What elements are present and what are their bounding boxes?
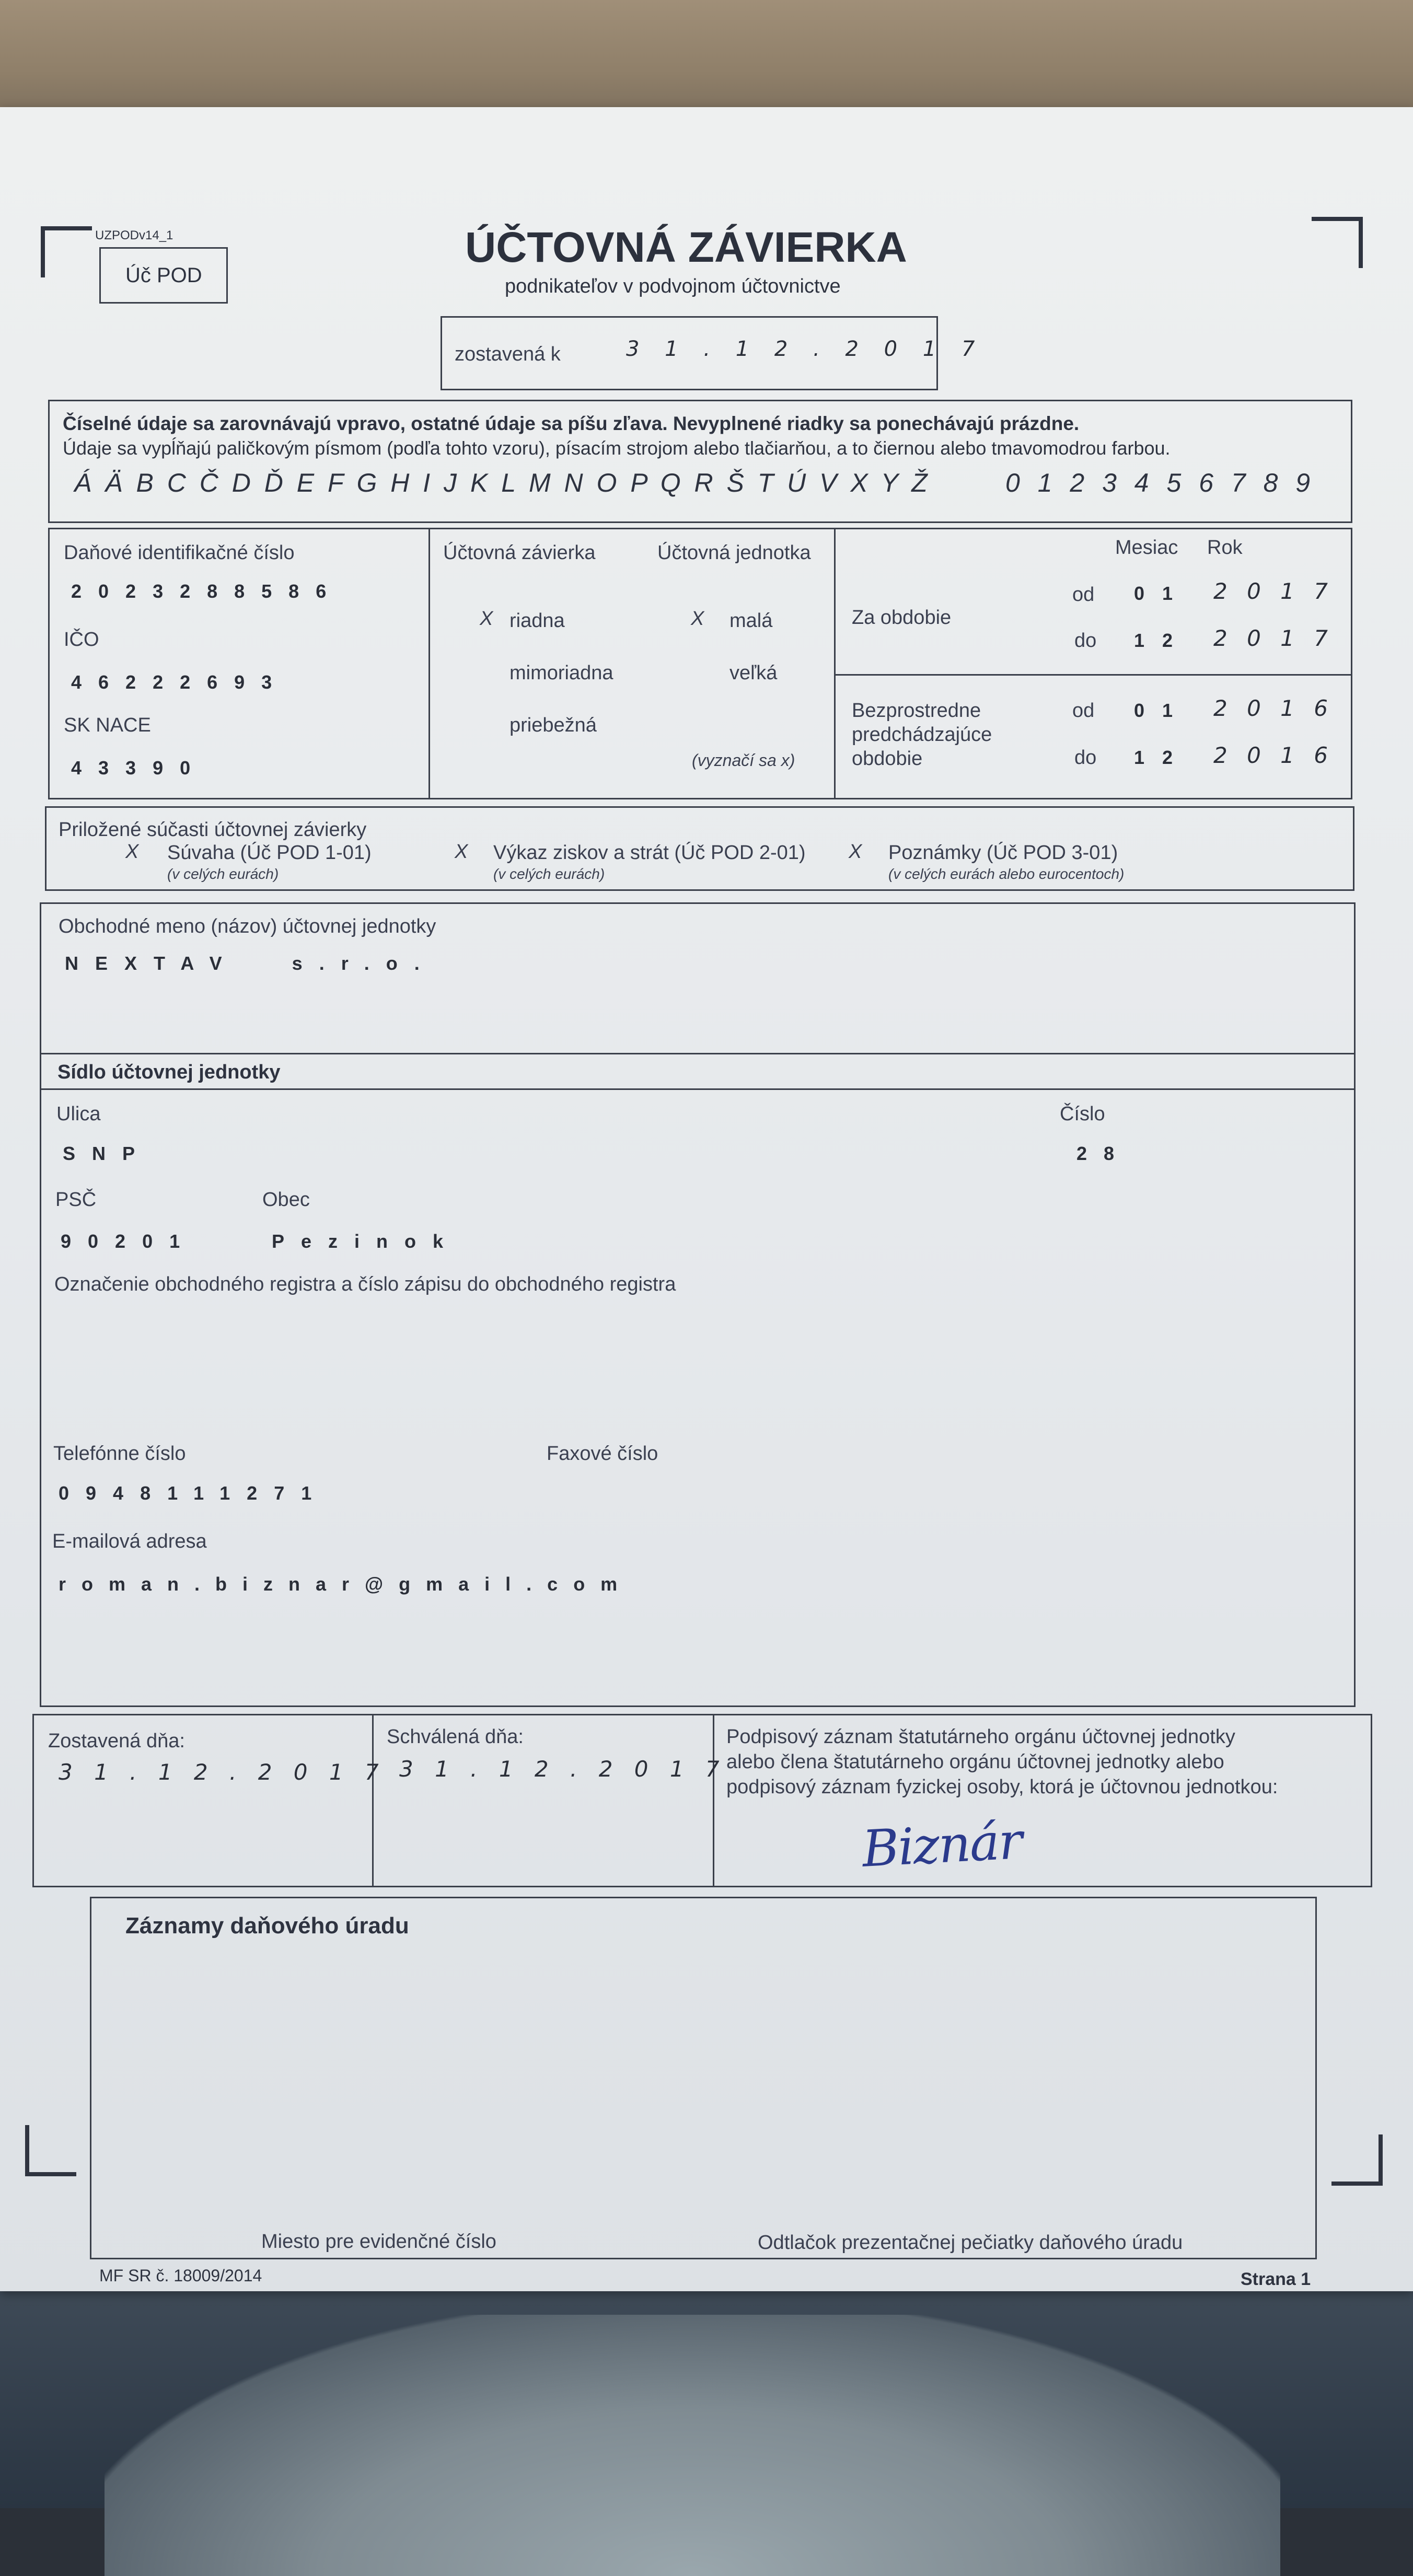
number-label: Číslo	[1060, 1103, 1105, 1125]
tax-office-stamp-label: Odtlačok prezentačnej pečiatky daňového úradu	[758, 2232, 1183, 2254]
period-previous-to-label: do	[1074, 747, 1097, 769]
period-previous-label-2: predchádzajúce	[852, 724, 992, 746]
dic-value: 2023288586	[71, 581, 343, 602]
page-subtitle: podnikateľov v podvojnom účtovnictve	[505, 275, 841, 297]
period-current-from-year: 2 0 1 7	[1213, 578, 1334, 604]
street-value: SNP	[63, 1143, 152, 1164]
fax-label: Faxové číslo	[547, 1443, 658, 1465]
statement-option-regular: riadna	[509, 610, 565, 632]
divider	[835, 674, 1351, 676]
divider	[713, 1715, 714, 1886]
statement-header: Účtovná závierka	[443, 542, 596, 564]
company-name-label: Obchodné meno (názov) účtovnej jednotky	[59, 915, 436, 937]
attachment-income-label: Výkaz ziskov a strát (Úč POD 2-01)	[493, 842, 806, 864]
compiled-to-label: zostavená k	[455, 343, 561, 365]
compiled-to-value: 3 1 . 1 2 . 2 0 1 7	[626, 337, 985, 361]
instructions-line-1: Číselné údaje sa zarovnávajú vpravo, ostatné údaje sa píšu zľava. Nevyplnené riadky sa ponechávajú prázdne.	[63, 413, 1080, 434]
nace-value: 43390	[71, 757, 207, 779]
approved-date-value: 3 1 . 1 2 . 2 0 1 7	[399, 1756, 727, 1782]
signature-label-2: alebo člena štatutárneho orgánu účtovnej jednotky alebo	[726, 1751, 1224, 1773]
period-previous-label-1: Bezprostredne	[852, 700, 981, 722]
attachment-income-mark[interactable]: X	[455, 841, 468, 863]
company-name-value: NEXTAV s.r.o.	[65, 953, 436, 974]
corner-mark-top-right	[1312, 217, 1363, 268]
unit-note: (vyznačí sa x)	[692, 751, 795, 770]
signature-label-3: podpisový záznam fyzickej osoby, ktorá je účtovnou jednotkou:	[726, 1776, 1278, 1798]
unit-option-small: malá	[729, 610, 773, 632]
period-previous-label-3: obdobie	[852, 748, 923, 770]
instructions-digits: 0 1 2 3 4 5 6 7 8 9	[1005, 468, 1314, 497]
street-label: Ulica	[56, 1103, 101, 1125]
corner-mark-top-left	[41, 226, 92, 277]
psc-label: PSČ	[55, 1189, 97, 1211]
unit-option-large: veľká	[729, 662, 778, 684]
approved-date-label: Schválená dňa:	[387, 1726, 524, 1748]
tax-office-box	[90, 1897, 1317, 2259]
period-current-to-year: 2 0 1 7	[1213, 625, 1334, 651]
statement-regular-mark[interactable]: X	[480, 608, 493, 630]
instructions-alphabet: Á Ä B C Č D Ď E F G H I J K L M N O P Q R Š T Ú V X Y Ž	[74, 468, 930, 497]
background-knee	[105, 2315, 1280, 2576]
attachment-balance-note: (v celých eurách)	[167, 866, 279, 882]
statement-option-interim: priebežná	[509, 714, 597, 736]
attachment-notes-label: Poznámky (Úč POD 3-01)	[888, 842, 1118, 864]
footer-reference: MF SR č. 18009/2014	[99, 2266, 262, 2285]
attachments-title: Priložené súčasti účtovnej závierky	[59, 819, 367, 841]
seat-header: Sídlo účtovnej jednotky	[57, 1061, 281, 1083]
page-number: Strana 1	[1241, 2269, 1311, 2289]
unit-small-mark[interactable]: X	[691, 608, 704, 630]
handwritten-signature: Biznár	[861, 1812, 1023, 1878]
attachment-notes-mark[interactable]: X	[849, 841, 862, 863]
divider	[834, 529, 836, 798]
table-surface-top	[0, 0, 1413, 123]
number-value: 28	[1076, 1143, 1131, 1164]
divider	[41, 1088, 1354, 1090]
register-label: Označenie obchodného registra a číslo zápisu do obchodného registra	[54, 1273, 676, 1295]
phone-value: 0948111271	[59, 1482, 329, 1504]
period-previous-to-month: 1 2	[1134, 747, 1179, 768]
nace-label: SK NACE	[64, 714, 151, 736]
compiled-date-label: Zostavená dňa:	[48, 1730, 185, 1752]
period-current-from-label: od	[1072, 584, 1095, 606]
unit-header: Účtovná jednotka	[657, 542, 811, 564]
form-type-label: Úč POD	[125, 264, 202, 287]
period-previous-from-year: 2 0 1 6	[1213, 695, 1334, 721]
corner-mark-bottom-right	[1331, 2134, 1383, 2186]
form-code: UZPODv14_1	[95, 228, 173, 242]
page-title: ÚČTOVNÁ ZÁVIERKA	[465, 224, 907, 271]
compiled-date-value: 3 1 . 1 2 . 2 0 1 7	[59, 1759, 386, 1785]
period-previous-to-year: 2 0 1 6	[1213, 742, 1334, 768]
psc-value: 90201	[61, 1231, 197, 1252]
city-label: Obec	[262, 1189, 310, 1211]
phone-label: Telefónne číslo	[53, 1443, 186, 1465]
period-year-label: Rok	[1207, 537, 1243, 559]
period-current-label: Za obdobie	[852, 607, 952, 629]
period-previous-from-label: od	[1072, 700, 1095, 722]
period-month-label: Mesiac	[1115, 537, 1178, 559]
attachment-notes-note: (v celých eurách alebo eurocentoch)	[888, 866, 1125, 882]
tax-office-place-label: Miesto pre evidenčné číslo	[261, 2231, 496, 2253]
city-value: Pezinok	[272, 1231, 460, 1252]
divider	[41, 1053, 1354, 1054]
statement-option-extraordinary: mimoriadna	[509, 662, 613, 684]
dic-label: Daňové identifikačné číslo	[64, 542, 295, 564]
period-current-to-month: 1 2	[1134, 630, 1179, 651]
signature-label-1: Podpisový záznam štatutárneho orgánu účtovnej jednotky	[726, 1726, 1235, 1748]
form-sheet	[0, 107, 1413, 2291]
instructions-line-2: Údaje sa vypĺňajú paličkovým písmom (podľa tohto vzoru), písacím strojom alebo tlačiarňou, a to čiernou alebo tmavomodrou farbou.	[63, 437, 1171, 459]
period-previous-from-month: 0 1	[1134, 700, 1179, 721]
ico-label: IČO	[64, 629, 99, 651]
divider	[428, 529, 430, 798]
corner-mark-bottom-left	[25, 2125, 76, 2176]
attachment-balance-mark[interactable]: X	[125, 841, 139, 863]
attachment-income-note: (v celých eurách)	[493, 866, 605, 882]
ico-value: 46222693	[71, 671, 289, 693]
email-value: roman.biznar@gmail.com	[59, 1573, 633, 1595]
attachment-balance-label: Súvaha (Úč POD 1-01)	[167, 842, 372, 864]
period-current-to-label: do	[1074, 630, 1097, 652]
period-current-from-month: 0 1	[1134, 583, 1179, 604]
email-label: E-mailová adresa	[52, 1530, 207, 1552]
tax-office-title: Záznamy daňového úradu	[125, 1913, 409, 1939]
divider	[372, 1715, 374, 1886]
